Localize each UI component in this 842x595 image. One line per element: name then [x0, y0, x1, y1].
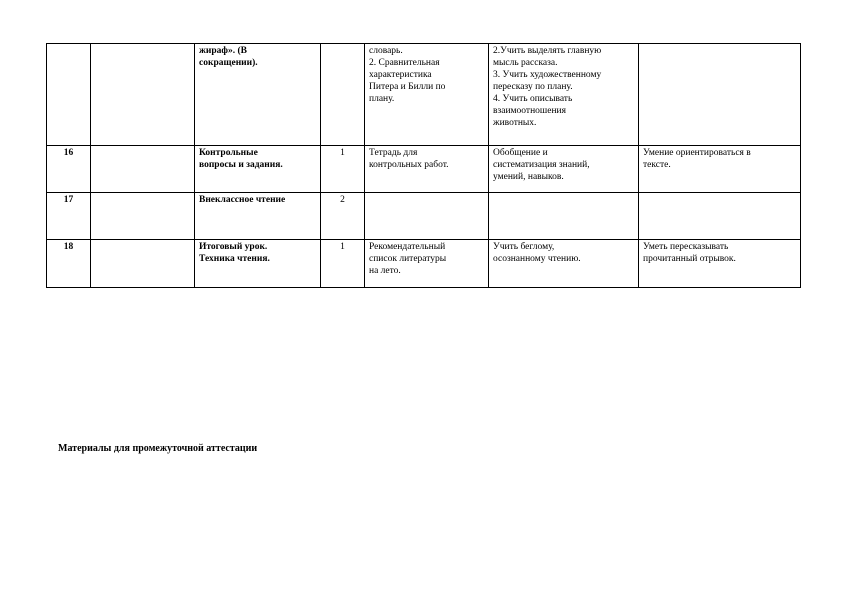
cell-text-line: характеристика [369, 70, 432, 80]
cell-resources [365, 44, 489, 146]
cell-text-line: умений, навыков. [493, 172, 564, 182]
cell-text-line: словарь. [369, 46, 403, 56]
cell-blank [91, 146, 195, 193]
cell-blank [91, 44, 195, 146]
cell-num: 16 [47, 146, 91, 193]
cell-text-line: мысль рассказа. [493, 58, 558, 68]
cell-text-line: сокращении). [199, 58, 258, 68]
cell-tasks [489, 240, 639, 288]
cell-outcomes [639, 193, 801, 240]
cell-topic [195, 240, 321, 288]
cell-blank [91, 193, 195, 240]
cell-text-line: животных. [493, 118, 537, 128]
cell-text-line: Внеклассное чтение [199, 195, 286, 205]
cell-text-line: Учить беглому, [493, 242, 555, 252]
table-row [47, 146, 801, 193]
table-row [47, 240, 801, 288]
cell-text-line: Умение ориентироваться в [643, 148, 751, 158]
cell-text-line: жираф». (В [199, 46, 247, 56]
cell-text-line: 3. Учить художественному [493, 70, 602, 80]
cell-blank [91, 240, 195, 288]
cell-outcomes [639, 240, 801, 288]
cell-topic [195, 146, 321, 193]
cell-text-line: Итоговый урок. [199, 242, 268, 252]
cell-text-line: Тетрадь для [369, 148, 418, 158]
cell-hours: 2 [321, 193, 365, 240]
cell-text-line: 4. Учить описывать [493, 94, 573, 104]
cell-resources [365, 193, 489, 240]
cell-text-line: Контрольные [199, 148, 258, 158]
cell-text-line: взаимоотношения [493, 106, 566, 116]
cell-text-line: список литературы [369, 254, 447, 264]
table-row [47, 193, 801, 240]
cell-text-line: 2.Учить выделять главную [493, 46, 602, 56]
cell-text-line: прочитанный отрывок. [643, 254, 736, 264]
cell-text-line: осознанному чтению. [493, 254, 581, 264]
cell-resources [365, 240, 489, 288]
cell-tasks [489, 146, 639, 193]
cell-tasks [489, 193, 639, 240]
cell-hours: 1 [321, 240, 365, 288]
cell-topic [195, 44, 321, 146]
cell-hours [321, 44, 365, 146]
cell-text-line: Рекомендательный [369, 242, 446, 252]
cell-topic [195, 193, 321, 240]
cell-text-line: Техника чтения. [199, 254, 270, 264]
cell-outcomes [639, 44, 801, 146]
table-row [47, 44, 801, 146]
cell-num [47, 44, 91, 146]
cell-text-line: плану. [369, 94, 395, 104]
cell-num: 17 [47, 193, 91, 240]
cell-resources [365, 146, 489, 193]
lesson-plan-table [46, 43, 801, 288]
cell-text-line: вопросы и задания. [199, 160, 283, 170]
cell-text-line: пересказу по плану. [493, 82, 573, 92]
cell-text-line: систематизация знаний, [493, 160, 590, 170]
cell-text-line: тексте. [643, 160, 671, 170]
cell-num: 18 [47, 240, 91, 288]
cell-text-line: Обобщение и [493, 148, 548, 158]
cell-outcomes [639, 146, 801, 193]
cell-text-line: Питера и Билли по [369, 82, 446, 92]
cell-text-line: контрольных работ. [369, 160, 449, 170]
section-heading: Материалы для промежуточной аттестации [58, 443, 258, 454]
cell-text-line: на лето. [369, 266, 401, 276]
cell-text-line: 2. Сравнительная [369, 58, 440, 68]
cell-hours: 1 [321, 146, 365, 193]
cell-text-line: Уметь пересказывать [643, 242, 729, 252]
cell-tasks [489, 44, 639, 146]
